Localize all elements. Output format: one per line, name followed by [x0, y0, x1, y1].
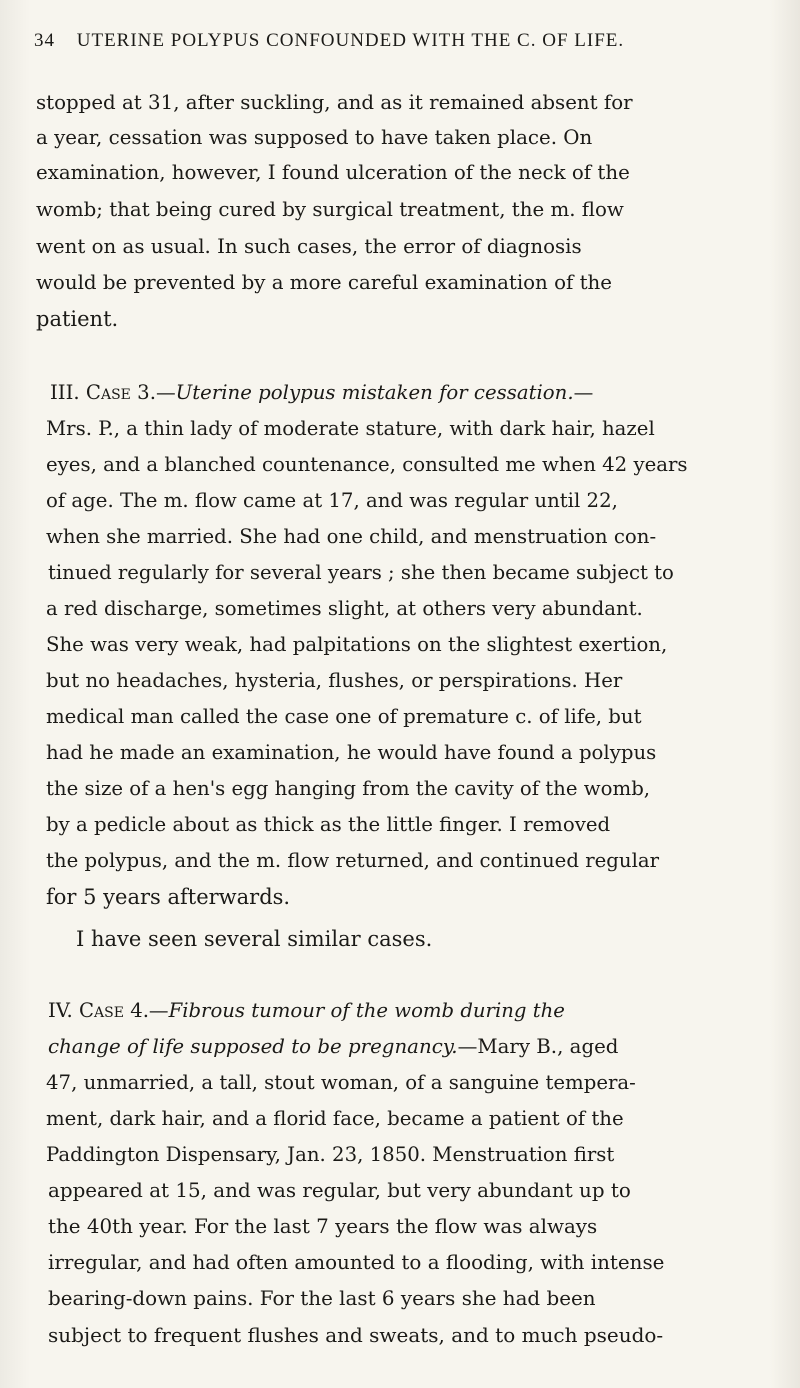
text-line [0, 596, 800, 622]
text-line [0, 668, 800, 694]
text-line [0, 1214, 800, 1240]
text-line [0, 1250, 800, 1276]
line-text: of age. The m. flow came at 17, and was regular until 22, [46, 489, 618, 512]
line-text: I have seen several similar cases. [76, 927, 433, 951]
line-text: Paddington Dispensary, Jan. 23, 1850. Menstruation first [46, 1143, 615, 1166]
line-text: went on as usual. In such cases, the error of diagnosis [36, 235, 582, 258]
line-text: Mrs. P., a thin lady of moderate stature, with dark hair, hazel [46, 417, 655, 440]
line-text: She was very weak, had palpitations on the slightest exertion, [46, 633, 668, 656]
text-line [0, 524, 800, 550]
line-text: had he made an examination, he would have found a polypus [46, 741, 657, 764]
line-text: the polypus, and the m. flow returned, and continued regular [46, 849, 660, 872]
text-line [0, 632, 800, 658]
case-index: 3.— [130, 381, 176, 404]
line-text: medical man called the case one of premature c. of life, but [46, 705, 642, 728]
text-line [0, 560, 800, 586]
line-text: irregular, and had often amounted to a flooding, with intense [48, 1251, 665, 1274]
line-text: but no headaches, hysteria, flushes, or perspirations. Her [46, 669, 623, 692]
text-line [0, 452, 800, 478]
line-text: the 40th year. For the last 7 years the flow was always [48, 1215, 598, 1238]
text-line [0, 380, 800, 406]
line-text: —Mary B., aged [457, 1035, 619, 1058]
line-text: womb; that being cured by surgical treatment, the m. flow [36, 198, 624, 221]
text-line [0, 1106, 800, 1132]
text-line [0, 740, 800, 766]
line-text: appeared at 15, and was regular, but very abundant up to [48, 1179, 631, 1202]
line-text: 47, unmarried, a tall, stout woman, of a sanguine tempera- [46, 1071, 636, 1094]
case-label: Case [79, 999, 124, 1022]
case-label: Case [85, 381, 131, 404]
text-line [0, 1142, 800, 1168]
text-line [0, 488, 800, 514]
line-text: by a pedicle about as thick as the little finger. I removed [46, 813, 611, 836]
text-line [0, 1070, 800, 1096]
text-line [0, 1322, 800, 1348]
text-line [0, 234, 800, 260]
line-text: a red discharge, sometimes slight, at others very abundant. [46, 597, 643, 620]
text-line [0, 776, 800, 802]
case-heading: Fibrous tumour of the womb during the [168, 999, 565, 1022]
running-title: UTERINE POLYPUS CONFOUNDED WITH THE C. OF LIFE. [76, 30, 625, 51]
line-text: when she married. She had one child, and menstruation con- [46, 525, 657, 548]
text-line [0, 1178, 800, 1204]
text-line [0, 1286, 800, 1312]
case-number: IV. [48, 999, 79, 1022]
text-line [0, 416, 800, 442]
text-line [0, 998, 800, 1024]
text-line [0, 306, 800, 332]
case-index: 4.— [123, 999, 169, 1022]
text-line [0, 812, 800, 838]
case-heading: change of life supposed to be pregnancy. [48, 1035, 458, 1058]
line-text: eyes, and a blanched countenance, consulted me when 42 years [46, 453, 688, 476]
text-line [0, 90, 800, 116]
line-text: a year, cessation was supposed to have taken place. On [36, 126, 593, 149]
text-line [0, 125, 800, 151]
line-text: tinued regularly for several years ; she then became subject to [48, 561, 674, 584]
text-line [0, 848, 800, 874]
text-line [0, 270, 800, 296]
line-text: subject to frequent flushes and sweats, and to much pseudo- [48, 1323, 664, 1347]
text-line [0, 704, 800, 730]
line-text: for 5 years afterwards. [46, 885, 291, 909]
line-text: examination, however, I found ulceration of the neck of the [36, 161, 630, 184]
text-line [0, 1034, 800, 1060]
text-line [0, 160, 800, 186]
line-text: — [573, 381, 594, 404]
line-text: would be prevented by a more careful examination of the [36, 271, 613, 294]
text-line [0, 926, 800, 952]
line-text: stopped at 31, after suckling, and as it remained absent for [36, 91, 633, 114]
text-line [0, 884, 800, 910]
page-number: 34 [34, 30, 55, 51]
case-number: III. [50, 381, 86, 404]
line-text: the size of a hen's egg hanging from the cavity of the womb, [46, 777, 651, 800]
line-text: ment, dark hair, and a florid face, became a patient of the [46, 1107, 624, 1130]
running-head [34, 30, 764, 52]
text-line [0, 197, 800, 223]
case-heading: Uterine polypus mistaken for cessation. [175, 381, 574, 404]
line-text: patient. [36, 307, 119, 331]
line-text: bearing-down pains. For the last 6 years she had been [48, 1287, 596, 1310]
